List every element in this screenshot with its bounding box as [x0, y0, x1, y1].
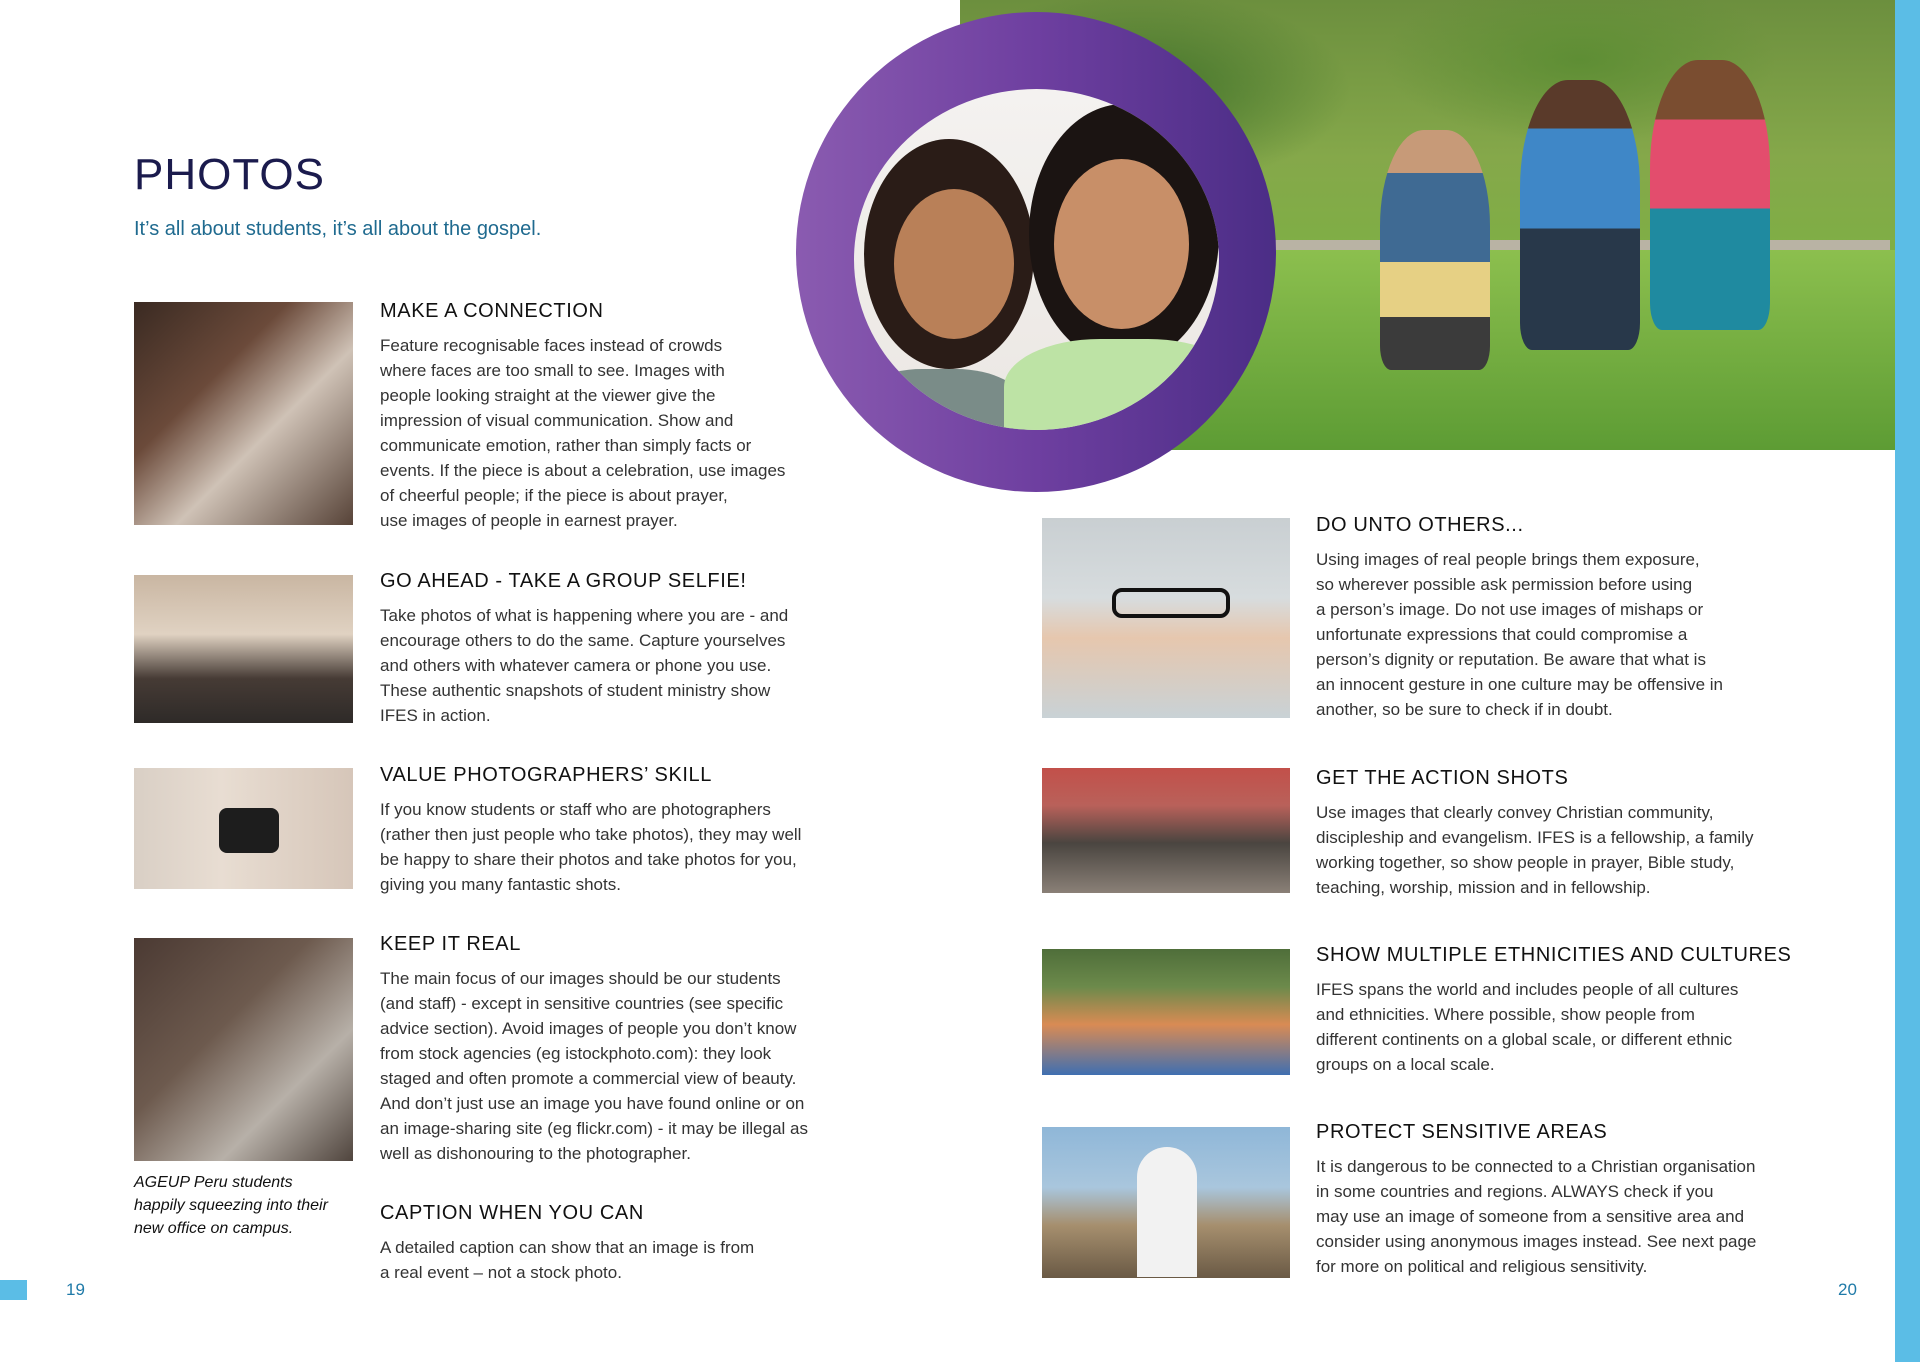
photo-caption: AGEUP Peru students happily squeezing into their new office on campus. [134, 1174, 328, 1237]
section-heading: SHOW MULTIPLE ETHNICITIES AND CULTURES [1316, 944, 1792, 966]
hero-person [1650, 60, 1770, 330]
page-number-left: 19 [66, 1280, 85, 1299]
face [1054, 159, 1189, 329]
section-body: Using images of real people brings them exposure, so wherever possible ask permission before using a person’s image. Do not use images of mishaps or unfortunate expressions that could compromise a person’s dignity or reputation. Be aware that what is an innocent gesture in one culture may be offensive in another, so be sure to check if in doubt. [1316, 550, 1724, 719]
section-body: The main focus of our images should be our students (and staff) - except in sensitive countries (see specific advice section). Avoid images of people you don’t know from stock agencies (eg istockphoto.com): they look staged and often promote a commercial view of beauty. And don’t just use an image you have found online or on an image-sharing site (eg flickr.com) - it may be illegal as well as dishonouring to the photographer. [380, 969, 808, 1163]
portrait-two-women [854, 89, 1219, 430]
section-sensitive-areas [1316, 1121, 1836, 1279]
section-heading: DO UNTO OTHERS... [1316, 514, 1524, 536]
glasses-icon [1112, 588, 1230, 618]
shirt [1004, 339, 1219, 430]
section-body: Feature recognisable faces instead of crowds where faces are too small to see. Images with people looking straight at the viewer give the impression of visual communication. Show and communicate emotion, rather than simply facts or events. If the piece is about a celebration, use images of cheerful people; if the piece is about prayer, use images of people in earnest prayer. [380, 336, 786, 530]
section-heading: VALUE PHOTOGRAPHERS’ SKILL [380, 764, 712, 786]
page-number-right: 20 [1838, 1280, 1857, 1299]
section-heading: CAPTION WHEN YOU CAN [380, 1202, 644, 1224]
section-make-a-connection [380, 300, 820, 533]
section-heading: MAKE A CONNECTION [380, 300, 604, 322]
section-do-unto-others [1316, 514, 1796, 722]
thumbnail-students-reading [134, 302, 353, 525]
thumbnail-anonymous-person [1042, 1127, 1290, 1278]
camera-icon [219, 808, 279, 853]
hero-person [1520, 80, 1640, 350]
section-caption-when-you-can [380, 1202, 850, 1285]
section-body: Use images that clearly convey Christian community, discipleship and evangelism. IFES is a fellowship, a family working together, so show people in prayer, Bible study, teaching, worship, mission and in fellowship. [1316, 803, 1754, 897]
section-body: IFES spans the world and includes people of all cultures and ethnicities. Where possible, show people from different continents on a global scale, or different ethnic groups on a local scale. [1316, 980, 1739, 1074]
section-heading: KEEP IT REAL [380, 933, 521, 955]
hero-person [1380, 130, 1490, 370]
shirt [854, 369, 1024, 430]
section-group-selfie [380, 570, 840, 728]
thumbnail-multiple-ethnicities [1042, 949, 1290, 1075]
section-body: It is dangerous to be connected to a Christian organisation in some countries and regions. ALWAYS check if you may use an image of someone from a sensitive area and consider using anonymous images instead. See next page for more on political and religious sensitivity. [1316, 1157, 1757, 1276]
section-body: A detailed caption can show that an image is from a real event – not a stock photo. [380, 1238, 755, 1282]
page-subtitle: It’s all about students, it’s all about the gospel. [134, 218, 542, 240]
section-body: If you know students or staff who are photographers (rather then just people who take photos), they may well be happy to share their photos and take photos for you, giving you many fantastic shots. [380, 800, 802, 894]
page-tab-marker [0, 1280, 27, 1300]
page-accent-strip [1895, 0, 1920, 1362]
section-heading: GO AHEAD - TAKE A GROUP SELFIE! [380, 570, 747, 592]
section-body: Take photos of what is happening where you are - and encourage others to do the same. Capture yourselves and others with whatever camera or phone you use. These authentic snapshots of student ministry show IFES in action. [380, 606, 789, 725]
thumbnail-face-palm [1042, 518, 1290, 718]
thumbnail-photographer [134, 768, 353, 889]
thumbnail-action-shot [1042, 768, 1290, 893]
thumbnail-group-selfie [134, 575, 353, 723]
section-heading: GET THE ACTION SHOTS [1316, 767, 1569, 789]
thumbnail-students-office [134, 938, 353, 1161]
face [894, 189, 1014, 339]
section-heading: PROTECT SENSITIVE AREAS [1316, 1121, 1608, 1143]
person-back-icon [1137, 1147, 1197, 1277]
section-multiple-ethnicities [1316, 944, 1836, 1077]
section-keep-it-real [380, 933, 850, 1166]
section-action-shots [1316, 767, 1796, 900]
page-title: PHOTOS [134, 150, 326, 199]
section-photographers-skill [380, 764, 850, 897]
